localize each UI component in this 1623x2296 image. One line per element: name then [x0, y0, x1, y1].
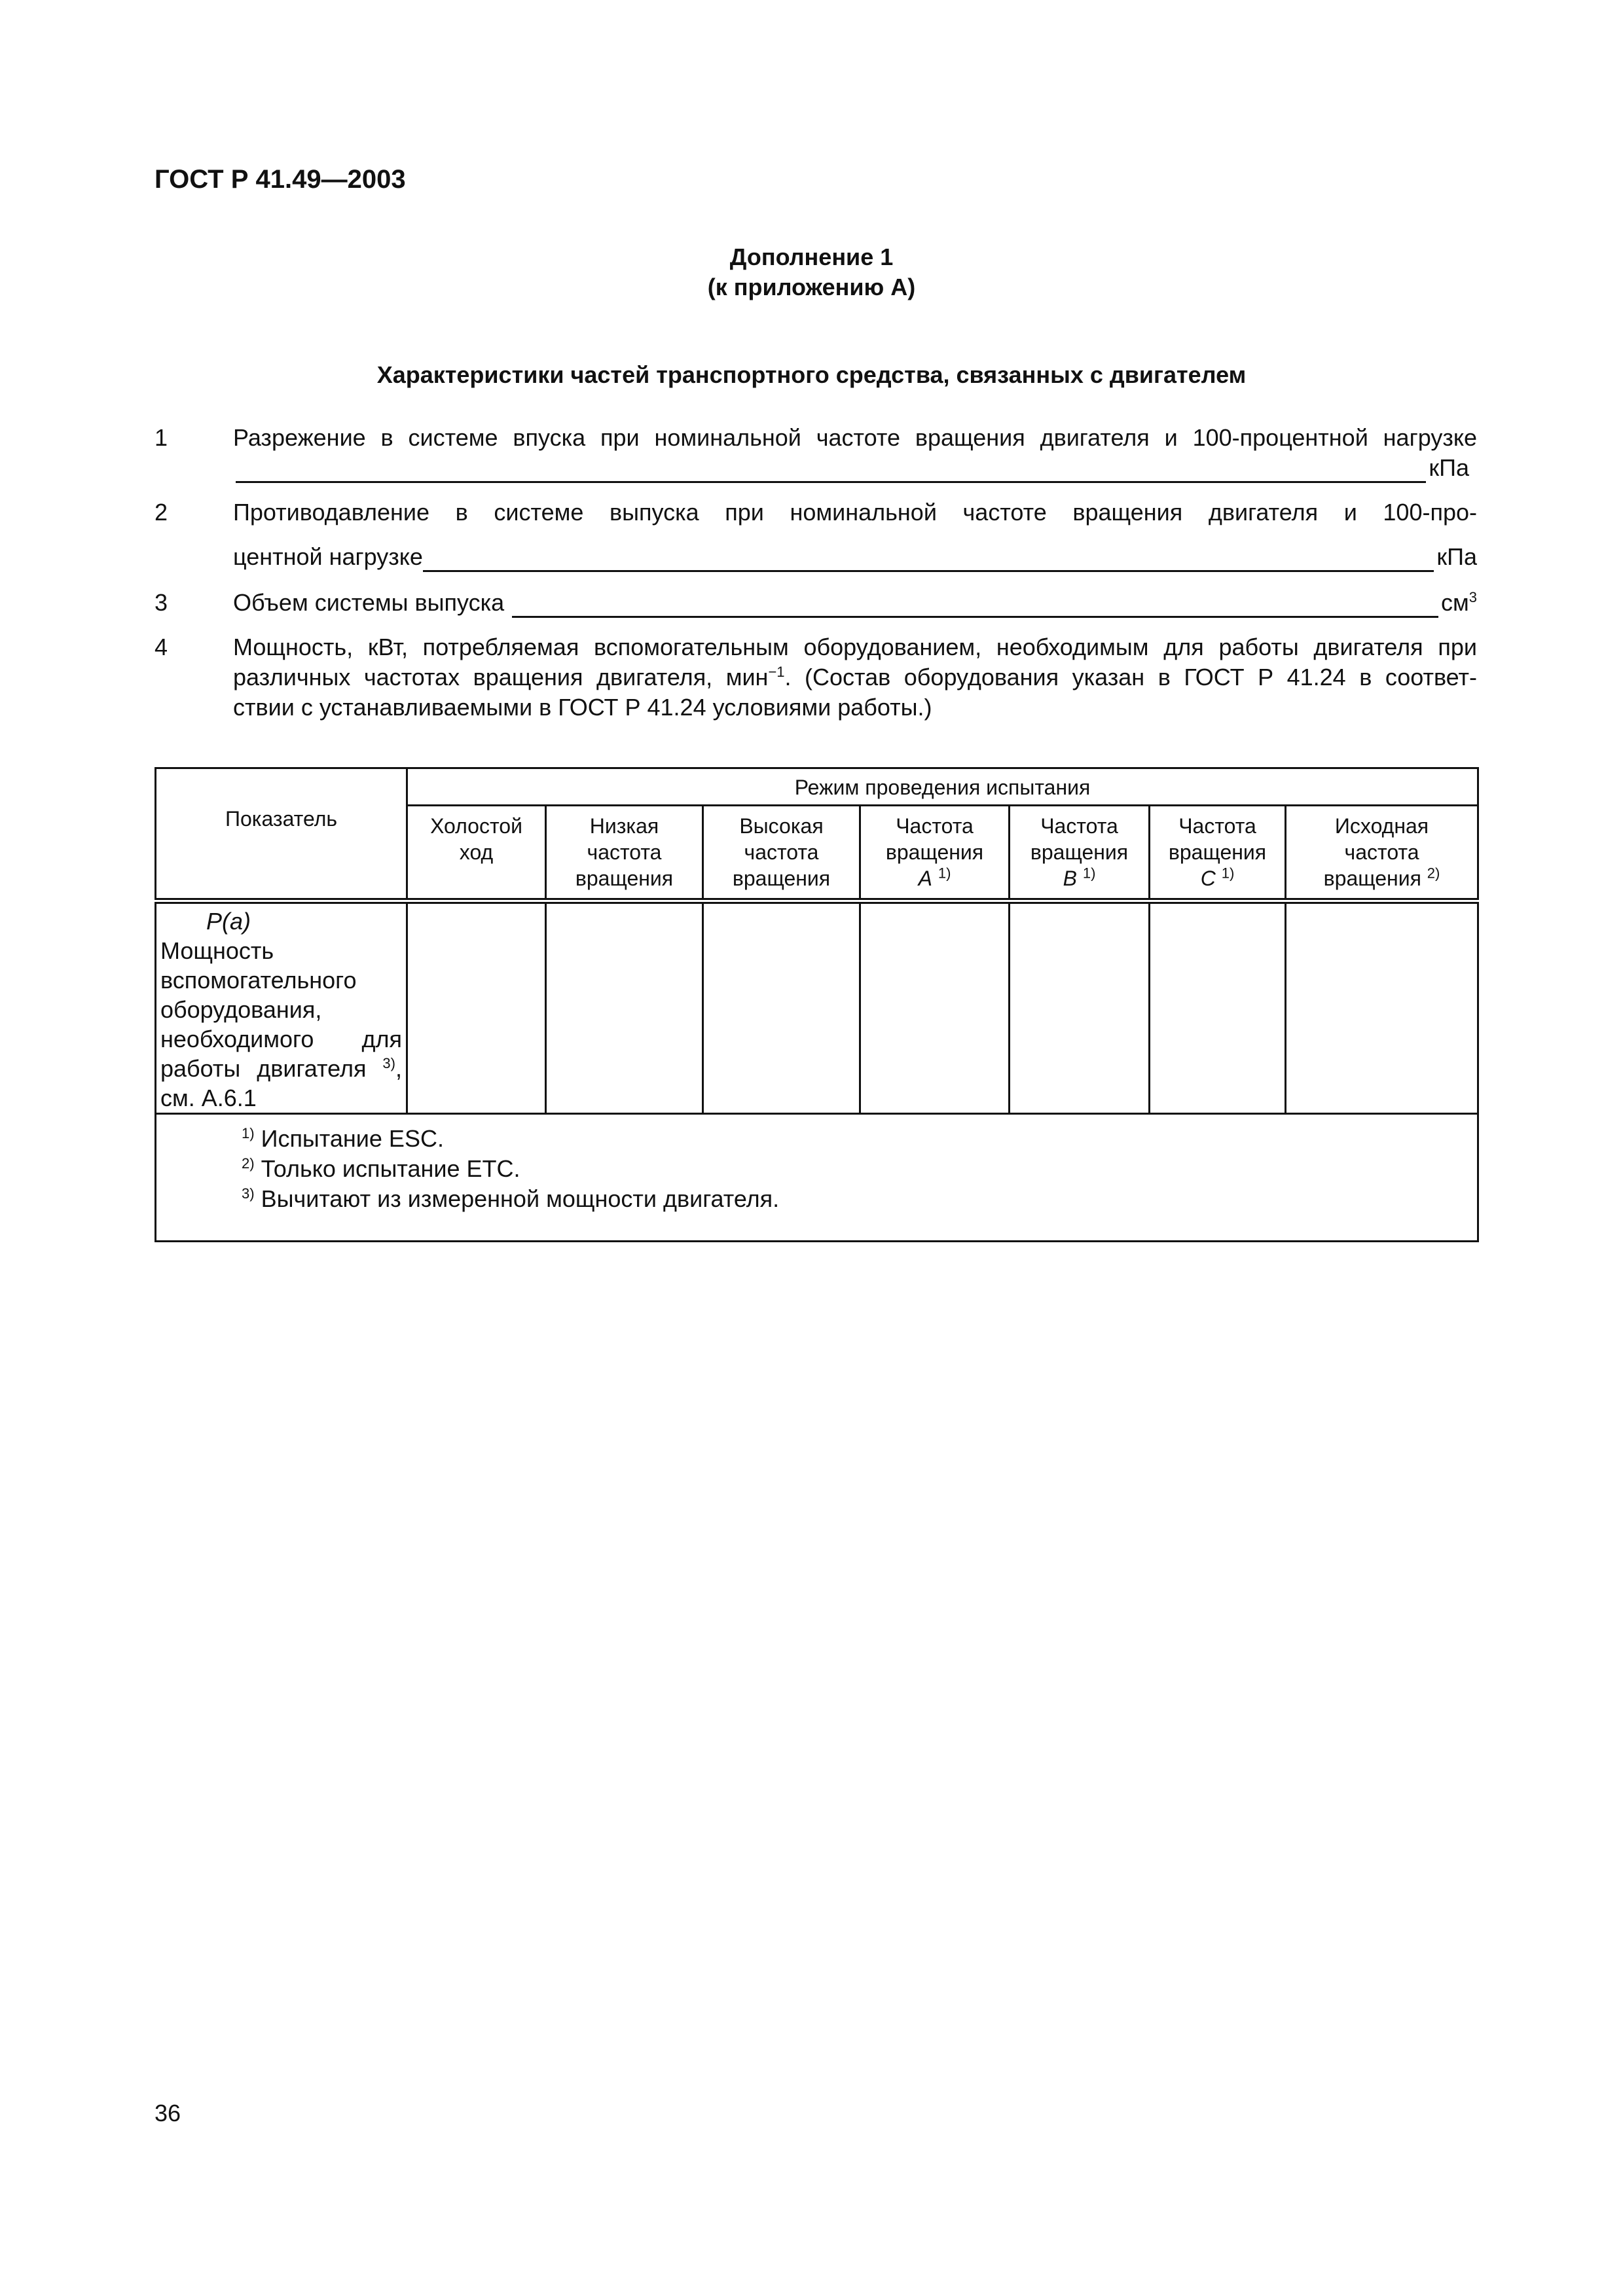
value-cell-speed-a[interactable] — [860, 901, 1010, 1114]
column-header-speed-c: Частота вращения C $^{1)}$ — [1150, 806, 1286, 901]
unit-label: $см^3$ — [1441, 589, 1477, 616]
item-text: Противодавление в системе выпуска при номинальной частоте вращения двигателя и 100-про- — [233, 499, 1477, 526]
value-cell-high-speed[interactable] — [703, 901, 860, 1114]
column-header-high-speed: Высокая частота вращения — [703, 806, 860, 901]
indicator-header: Показатель — [156, 768, 407, 901]
item-text-line-1: Мощность, кВт, потребляемая вспомогательным оборудованием, необходимым для работы двигателя при — [233, 634, 1477, 660]
item-number: 4 — [155, 634, 168, 660]
value-cell-low-speed[interactable] — [546, 901, 703, 1114]
fill-line-row — [233, 542, 1477, 572]
indicator-description: Мощность вспомогательного оборудования, необходимого для работы двигателя $^{3)}$, см. А.6.1 — [160, 937, 402, 1111]
supplement-subtitle: (к приложению А) — [707, 274, 916, 300]
item-text: Разрежение в системе впуска при номинальной частоте вращения двигателя и 100-процентной нагрузке — [233, 424, 1477, 451]
item-number: 3 — [155, 589, 168, 616]
mode-header: Режим проведения испытания — [407, 768, 1478, 806]
item-text: Объем системы выпуска — [233, 589, 505, 616]
footnote-2: $^{2)}$ Только испытание ETC. — [242, 1155, 520, 1182]
item-text-line-2: различных частотах вращения двигателя, мин$^{-1}$. (Состав оборудования указан в ГОСТ Р 41.24 в соответ- — [233, 664, 1477, 691]
unit-label: кПа — [1429, 454, 1469, 481]
column-header-low-speed: Низкая частота вращения — [546, 806, 703, 901]
indicator-cell — [156, 901, 407, 1114]
item-text-line-3: ствии с устанавливаемыми в ГОСТ Р 41.24 условиями работы.) — [233, 694, 932, 721]
document-code: ГОСТ Р 41.49—2003 — [155, 165, 406, 194]
entry-blank[interactable] — [512, 592, 1438, 618]
page-number: 36 — [155, 2100, 181, 2126]
column-header-speed-b: Частота вращения B $^{1)}$ — [1010, 806, 1150, 901]
item-number: 1 — [155, 424, 168, 451]
footnote-1: $^{1)}$ Испытание ESC. — [242, 1125, 444, 1152]
indicator-symbol: P(a) — [206, 908, 251, 935]
item-number: 2 — [155, 499, 168, 526]
entry-blank[interactable] — [236, 457, 1426, 483]
table-footnotes — [156, 1114, 1478, 1242]
value-cell-speed-c[interactable] — [1150, 901, 1286, 1114]
entry-blank[interactable] — [423, 547, 1434, 572]
value-cell-idle[interactable] — [407, 901, 546, 1114]
value-cell-reference-speed[interactable] — [1286, 901, 1478, 1114]
item-text-continued: центной нагрузке — [233, 543, 423, 570]
column-header-reference-speed: Исходная частота вращения $^{2)}$ — [1286, 806, 1478, 901]
unit-label: кПа — [1436, 543, 1477, 570]
test-mode-table — [155, 767, 1479, 1242]
section-title: Характеристики частей транспортного средства, связанных с двигателем — [376, 361, 1247, 388]
supplement-title: Дополнение 1 — [729, 243, 894, 270]
fill-line-row — [233, 588, 1477, 618]
fill-line-row — [233, 453, 1477, 483]
column-header-idle: Холостой ход — [407, 806, 546, 901]
unit-superscript: 3 — [1468, 589, 1477, 605]
value-cell-speed-b[interactable] — [1010, 901, 1150, 1114]
column-header-speed-a: Частота вращения A $^{1)}$ — [860, 806, 1010, 901]
footnote-3: $^{3)}$ Вычитают из измеренной мощности двигателя. — [242, 1185, 780, 1212]
